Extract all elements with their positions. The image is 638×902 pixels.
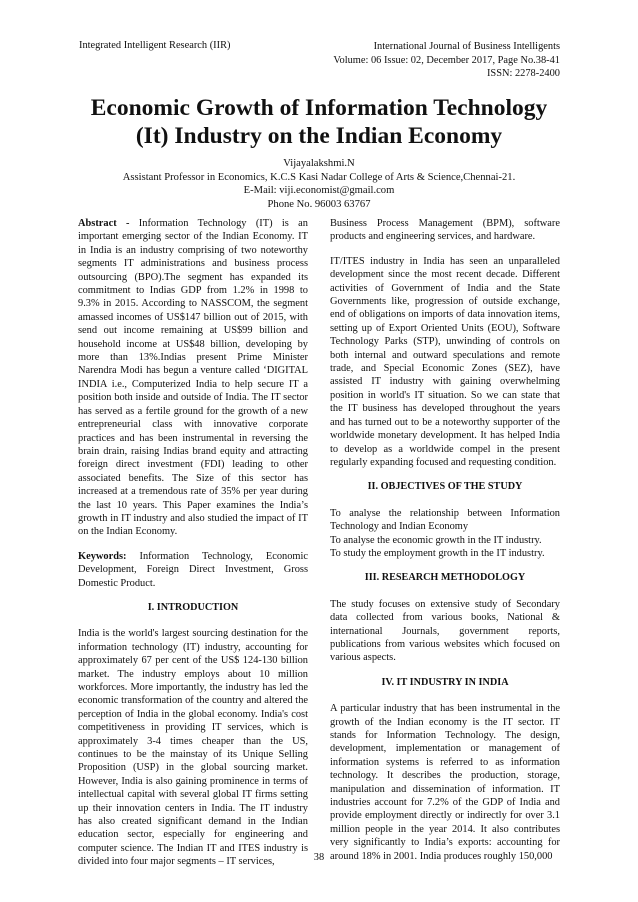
journal-publisher: Integrated Intelligent Research (IIR) [79, 40, 231, 51]
intro-continued-paragraph: Business Process Management (BPM), software products and engineering services, and hardware. [330, 218, 560, 243]
keywords-paragraph [78, 550, 308, 590]
keywords-label: Keywords: [78, 550, 127, 562]
objective-1: To analyse the relationship between Information Technology and Indian Economy [330, 507, 560, 533]
objective-3: To study the employment growth in the IT industry. [330, 547, 545, 559]
title-line-1: Economic Growth of Information Technology [90, 95, 548, 121]
journal-name: International Journal of Business Intelligents [373, 41, 560, 52]
journal-issn: ISSN: 2278-2400 [486, 68, 560, 80]
abstract-label: Abstract - [78, 218, 130, 229]
paper-title [60, 94, 578, 150]
it-industry-paragraph: A particular industry that has been instrumental in the growth of the Indian economy is the IT sector. IT stands for Information Technology. The design, development, implementation or management of information systems is referred to as information technology. It describes the production, storage, manipulation and dissemination of information. IT industries account for 7.2% of the GDP of India and provide employment directly or indirectly for over 3.1 million people in the year 2014. It also contributes very significantly to India’s exports: accounting for around 18% in 2001. India produces roughly 150,000 [330, 703, 560, 862]
it-industry-heading: IV. IT INDUSTRY IN INDIA [381, 676, 509, 688]
author-affiliation: Assistant Professor in Economics, K.C.S Kasi Nadar College of Arts & Science,Chennai-21. [122, 171, 516, 183]
abstract-paragraph [78, 217, 308, 539]
keywords-text: Information Technology, Economic Development, Foreign Direct Investment, Gross Domestic Product. [78, 550, 308, 589]
author-name: Vijayalakshmi.N [283, 158, 355, 169]
methodology-heading: III. RESEARCH METHODOLOGY [364, 572, 526, 584]
ites-paragraph: IT/ITES industry in India has seen an unparalleled development since the most recent decade. Different activities of Government of India and the State Governments like, progression of outside exchange, end of obligations on imports of data innovation items, setting up of Export Oriented Units (EOU), Software Technology Parks (STP), unwinding of controls on both internal and outward speculations and remote trade, and Special Economic Zones (SEZ), have assisted IT industry with gaining overwhelming position in world's IT situation. So we can state that the IT business has developed throughout the years and has turned out to be a noteworthy supporter of the worldwide monetary development. It has helped India to develop as a worldwide compel in the present regularly expanding focused and requesting condition. [330, 255, 560, 468]
author-phone: Phone No. 96003 63767 [267, 199, 371, 211]
journal-volume: Volume: 06 Issue: 02, December 2017, Page No.38-41 [333, 54, 560, 66]
author-email: E-Mail: viji.economist@gmail.com [243, 185, 395, 197]
objectives-heading: II. OBJECTIVES OF THE STUDY [367, 481, 523, 493]
abstract-text: Information Technology (IT) is an important emerging sector of the Indian Economy. IT in India is an industry comprising of two noteworthy segments IT administrations and business process outsourcing (BPO).The segment has expanded its commitment to Indias GDP from 1.2% in 1998 to 9.3% in 2015. According to NASSCOM, the segment amassed incomes of US$147 billion out of 2015, with send out income remaining at US$99 billion and household income at US$48 billion, developing by more than 13%.Indias present Prime Minister Narendra Modi has begun a venture called ‘DIGITAL INDIA i.e., Computerized India to help secure IT a position both inside and outside of India. The IT sector has served as a fertile ground for the growth of a new entrepreneurial class with innovative corporate practices and has been instrumental in reversing the brain drain, raising Indias brand equity and attracting foreign direct investment (FDI) leading to other associated benefits. The Size of this sector has increased at a tremendous rate of 35% per year during the last 10 years. This Paper examines the India’s growth in IT industry and also studied the impact of IT on the Indian Economy. [78, 218, 308, 538]
intro-heading: I. INTRODUCTION [147, 601, 239, 613]
methodology-paragraph: The study focuses on extensive study of Secondary data collected from various books, National & international Journals, government reports, publications from various websites which focused on various aspects. [330, 598, 560, 664]
left-column [78, 217, 308, 880]
title-line-2: (It) Industry on the Indian Economy [135, 123, 503, 149]
page-number: 38 [313, 852, 325, 863]
author-block [60, 157, 578, 212]
intro-paragraph: India is the world's largest sourcing destination for the information technology (IT) industry, accounting for approximately 67 per cent of the US$ 124-130 billion market. The industry employs about 10 million workforces. More importantly, the industry has led the economic transformation of the country and altered the perception of India in the global economy. India's cost competitiveness in providing IT services, which is approximately 3-4 times cheaper than the US, continues to be the mainstay of its Unique Selling Proposition (USP) in the global sourcing market. However, India is also gaining prominence in terms of intellectual capital with several global IT firms setting up their innovation centers in India. The IT industry has also created significant demand in the Indian education sector, especially for engineering and computer science. The Indian IT and ITES industry is divided into four major segments – IT services, [78, 628, 308, 868]
journal-info [333, 40, 560, 81]
objective-2: To analyse the economic growth in the IT industry. [330, 534, 542, 546]
right-column [330, 217, 560, 874]
